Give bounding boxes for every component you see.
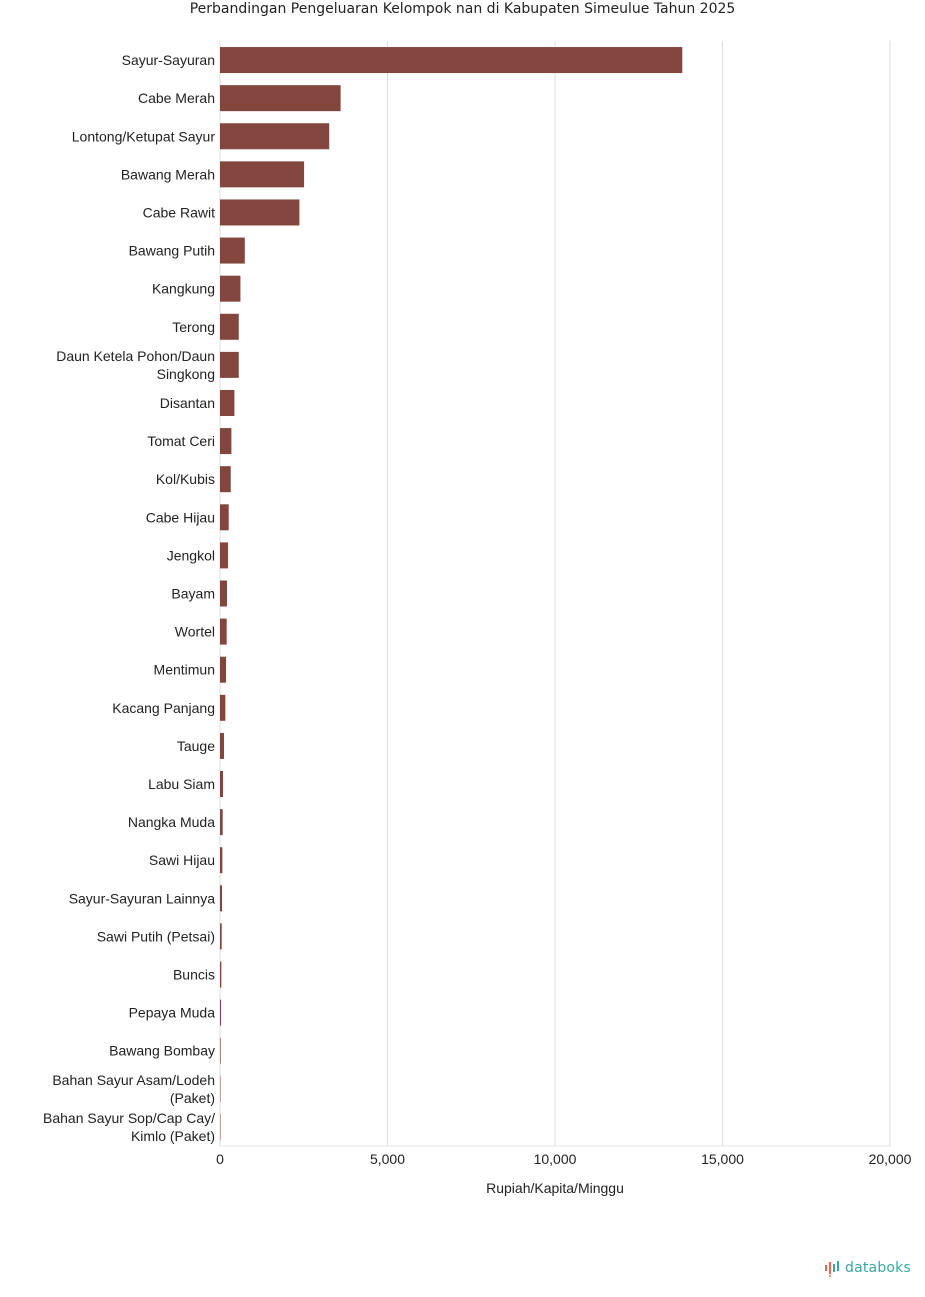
bar [220, 1000, 221, 1026]
category-label: Bawang Merah [120, 166, 215, 183]
category-label: Sayur-Sayuran [121, 52, 215, 69]
category-label: Sayur-Sayuran Lainnya [68, 890, 215, 907]
bar [220, 657, 226, 683]
bar [220, 619, 227, 645]
bar [220, 276, 240, 302]
bar [220, 504, 229, 530]
bar [220, 581, 227, 607]
category-label: Mentimun [153, 661, 215, 678]
category-label: Sawi Putih (Petsai) [96, 928, 215, 945]
bar [220, 47, 682, 73]
category-label: Buncis [172, 966, 215, 983]
category-label: Pepaya Muda [128, 1004, 215, 1021]
category-label: Labu Siam [148, 776, 215, 793]
bar [220, 314, 239, 340]
bar [220, 1038, 221, 1064]
databoks-wordmark: databoks [845, 1260, 911, 1276]
category-label: Kol/Kubis [155, 471, 215, 488]
x-tick-label: 15,000 [701, 1151, 744, 1167]
x-tick-label: 5,000 [369, 1151, 406, 1167]
bar [220, 1114, 221, 1140]
category-label: Wortel [174, 623, 215, 640]
category-label: Jengkol [166, 547, 215, 564]
x-tick-label: 0 [216, 1151, 224, 1167]
category-label: Cabe Rawit [142, 204, 215, 221]
x-tick-labels [216, 1151, 912, 1167]
bars [220, 47, 682, 1140]
category-label: Nangka Muda [127, 814, 215, 831]
bar [220, 85, 341, 111]
bar [220, 542, 228, 568]
category-label: Bahan Sayur Sop/Cap Cay/ Kimlo (Paket) [43, 1109, 215, 1144]
bar [220, 238, 245, 264]
bar [220, 809, 223, 835]
category-label: Kangkung [151, 280, 215, 297]
category-label: Lontong/Ketupat Sayur [71, 128, 215, 145]
bar [220, 1076, 221, 1102]
category-label: Tauge [176, 737, 215, 754]
databoks-brand [824, 1259, 911, 1277]
category-label: Cabe Merah [137, 90, 215, 107]
category-label: Kacang Panjang [112, 699, 215, 716]
bar [220, 352, 239, 378]
category-label: Cabe Hijau [145, 509, 215, 526]
category-label: Bahan Sayur Asam/Lodeh (Paket) [52, 1071, 215, 1106]
x-axis-title: Rupiah/Kapita/Minggu [486, 1180, 624, 1196]
bar [220, 733, 224, 759]
chart-title: Perbandingan Pengeluaran Kelompok nan di Kabupaten Simeulue Tahun 2025 [189, 1, 736, 17]
bar [220, 962, 221, 988]
bar [220, 428, 231, 454]
databoks-logo-icon [824, 1259, 842, 1277]
category-labels [43, 52, 215, 1144]
category-label: Daun Ketela Pohon/Daun Singkong [56, 347, 215, 382]
x-tick-label: 20,000 [868, 1151, 912, 1167]
category-label: Bayam [171, 585, 215, 602]
bar [220, 847, 222, 873]
bar [220, 923, 222, 949]
bar [220, 466, 231, 492]
bar [220, 695, 225, 721]
category-label: Terong [172, 318, 215, 335]
category-label: Disantan [159, 394, 215, 411]
gridlines [220, 41, 890, 1146]
category-label: Tomat Ceri [147, 433, 215, 450]
bar [220, 161, 304, 187]
bar [220, 199, 299, 225]
bar [220, 885, 222, 911]
category-label: Bawang Bombay [109, 1042, 215, 1059]
bar [220, 390, 234, 416]
x-tick-label: 10,000 [533, 1151, 577, 1167]
category-label: Sawi Hijau [148, 852, 215, 869]
bar [220, 123, 329, 149]
bar [220, 771, 223, 797]
category-label: Bawang Putih [128, 242, 215, 259]
